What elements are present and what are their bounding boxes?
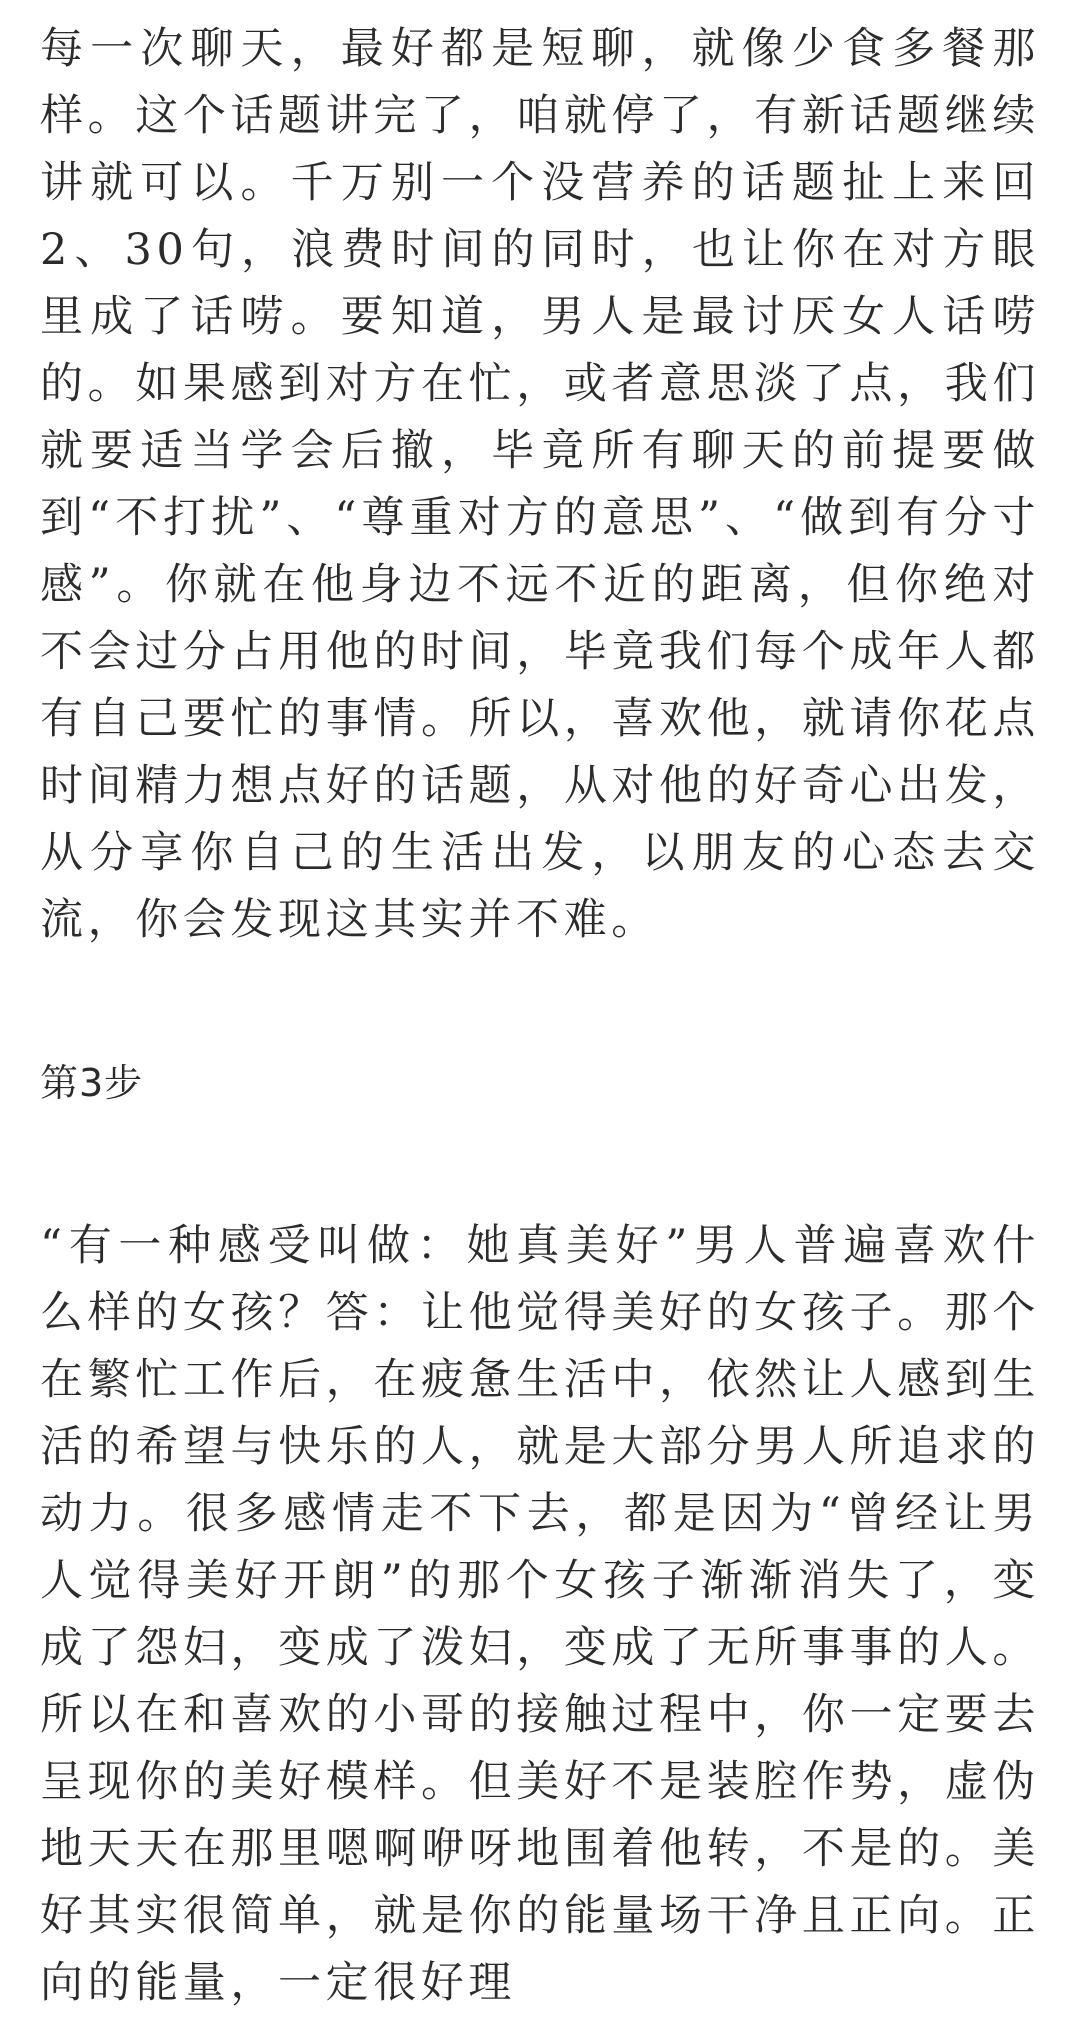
step-heading: 第3步 [40,1061,144,1105]
paragraph-be-wonderful: “有一种感受叫做：她真美好”男人普遍喜欢什么样的女孩？答：让他觉得美好的女孩子。那个在繁忙工作后，在疲惫生活中，依然让人感到生活的希望与快乐的人，就是大部分男人所追求的动力。很多感情走不下去，都是因为“曾经让男人觉得美好开朗”的那个女孩子渐渐消失了，变成了怨妇，变成了泼妇，变成了无所事事的人。所以在和喜欢的小哥的接触过程中，你一定要去呈现你的美好模样。但美好不是装腔作势，虚伪地天天在那里嗯啊咿呀地围着他转，不是的。美好其实很简单，就是你的能量场干净且正向。正向的能量，一定很好理 [40,1221,1040,2008]
spacer [40,954,1040,1050]
article-body [40,0,1040,2017]
spacer [40,1117,1040,1213]
paragraph-chat-tips: 每一次聊天，最好都是短聊，就像少食多餐那样。这个话题讲完了，咱就停了，有新话题继续讲就可以。千万别一个没营养的话题扯上来回2、30句，浪费时间的同时，也让你在对方眼里成了话唠。要知道，男人是最讨厌女人话唠的。如果感到对方在忙，或者意思淡了点，我们就要适当学会后撤，毕竟所有聊天的前提要做到“不打扰”、“尊重对方的意思”、“做到有分寸感”。你就在他身边不远不近的距离，但你绝对不会过分占用他的时间，毕竟我们每个成年人都有自己要忙的事情。所以，喜欢他，就请你花点时间精力想点好的话题，从对他的好奇心出发，从分享你自己的生活出发，以朋友的心态去交流，你会发现这其实并不难。 [40,24,1040,945]
